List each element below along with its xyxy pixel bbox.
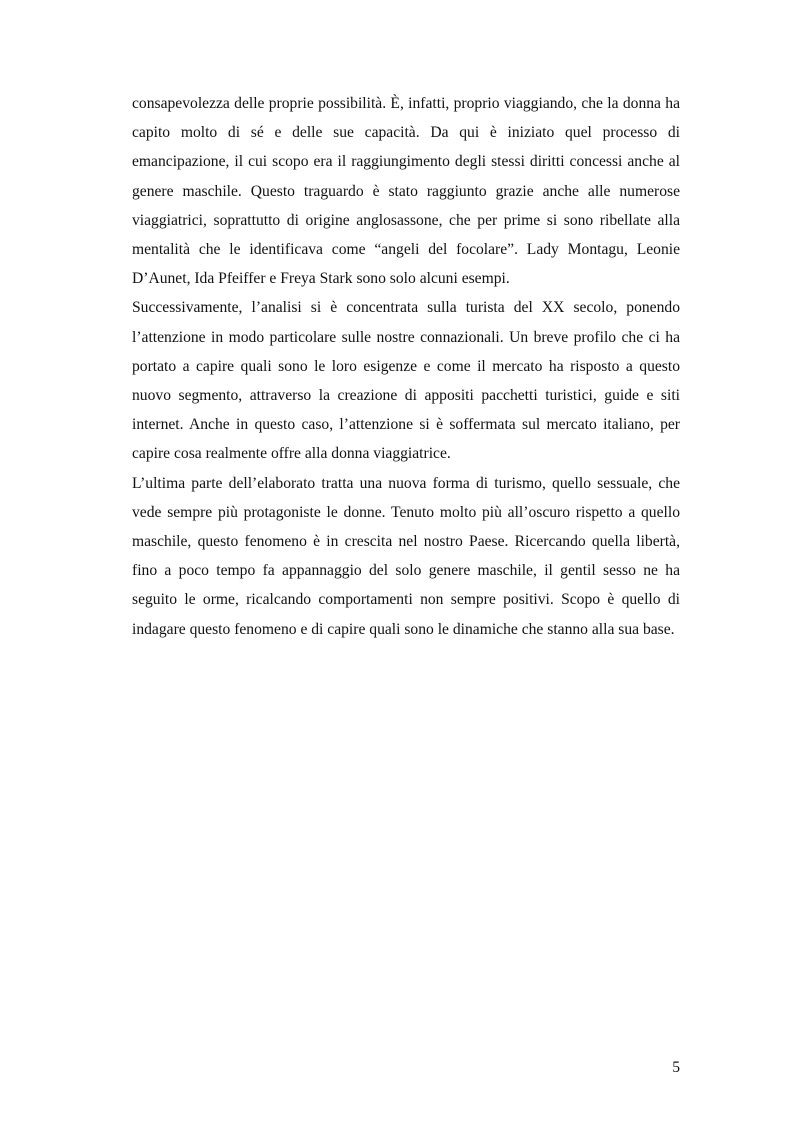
body-text: [132, 89, 680, 644]
paragraph-1: consapevolezza delle proprie possibilità. È, infatti, proprio viaggiando, che la donna ha capito molto di sé e delle sue capacità. Da qui è iniziato quel processo di emancipazione, il cui scopo era il raggiungimento degli stessi diritti concessi anche al genere maschile. Questo traguardo è stato raggiunto grazie anche alle numerose viaggiatrici, soprattutto di origine anglosassone, che per prime si sono ribellate alla mentalità che le identificava come “angeli del focolare”. Lady Montagu, Leonie D’Aunet, Ida Pfeiffer e Freya Stark sono solo alcuni esempi.: [132, 95, 680, 288]
paragraph-3: L’ultima parte dell’elaborato tratta una nuova forma di turismo, quello sessuale, che vede sempre più protagoniste le donne. Tenuto molto più all’oscuro rispetto a quello maschile, questo fenomeno è in crescita nel nostro Paese. Ricercando quella libertà, fino a poco tempo fa appannaggio del solo genere maschile, il gentil sesso ne ha seguito le orme, ricalcando comportamenti non sempre positivi. Scopo è quello di indagare questo fenomeno e di capire quali sono le dinamiche che stanno alla sua base.: [132, 474, 680, 638]
paragraph-2: Successivamente, l’analisi si è concentrata sulla turista del XX secolo, ponendo l’attenzione in modo particolare sulle nostre connazionali. Un breve profilo che ci ha portato a capire quali sono le loro esigenze e come il mercato ha risposto a questo nuovo segmento, attraverso la creazione di appositi pacchetti turistici, guide e siti internet. Anche in questo caso, l’attenzione si è soffermata sul mercato italiano, per capire cosa realmente offre alla donna viaggiatrice.: [132, 299, 680, 463]
page-number: 5: [672, 1059, 680, 1076]
